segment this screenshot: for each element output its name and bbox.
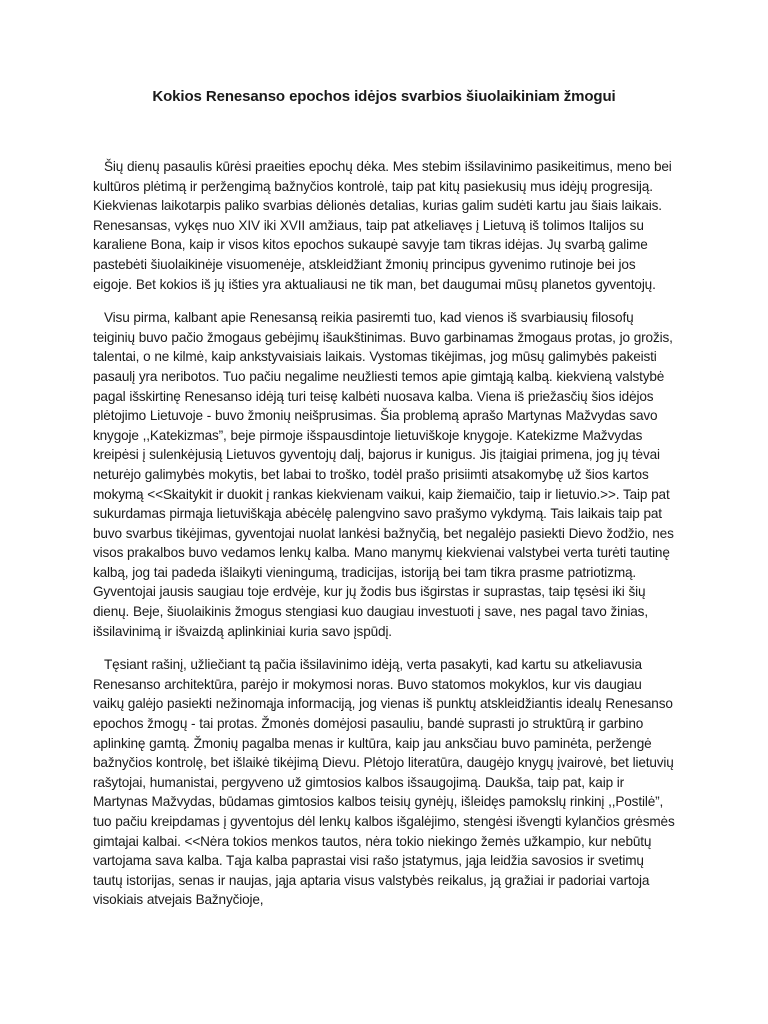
paragraph-3: Tęsiant rašinį, užliečiant tą pačia išsilavinimo idėją, verta pasakyti, kad kartu su atkeliavusia Renesanso architektūra, parėjo ir mokymosi noras. Buvo statomos mokyklos, kur vis daugiau vaikų galėjo pasiekti nežinomąja informaciją, jog vienas iš punktų atskleidžiantis idealų Renesanso epochos žmogų - tai protas. Žmonės domėjosi pasauliu, bandė suprasti jo struktūrą ir garbino aplinkinę gamtą. Žmonių pagalba menas ir kultūra, kaip jau anksčiau buvo paminėta, peržengė bažnyčios kontrolę, bet išlaikė tikėjimą Dievu. Plėtojo literatūra, daugėjo knygų įvairovė, bet lietuvių rašytojai, humanistai, pergyveno už gimtosios kalbos išsaugojimą. Daukša, taip pat, kaip ir Martynas Mažvydas, būdamas gimtosios kalbos teisių gynėjų, išleidęs pamokslų rinkinį ,,Postilė”, tuo pačiu kreipdamas į gyventojus dėl lenkų kalbos išgalėjimo, stengėsi išvengti kylančios grėsmės gimtajai kalbai. <<Nėra tokios menkos tautos, nėra tokio niekingo žemės užkampio, kur nebūtų vartojama sava kalba. Tąja kalba paprastai visi rašo įstatymus, jąja leidžia savosios ir svetimų tautų istorijas, senas ir naujas, jąja aptaria visus valstybės reikalus, ją gražiai ir padoriai vartoja visokiais atvejais Bažnyčioje, xyxy=(93,657,675,908)
paragraph-1: Šių dienų pasaulis kūrėsi praeities epochų dėka. Mes stebim išsilavinimo pasikeitimus, meno bei kultūros plėtimą ir peržengimą bažnyčios kontrolė, taip pat kitų pasiekusių mus idėjų progresiją. Kiekvienas laikotarpis palikо svarbias dėlionės detalias, kurias galim sudėti kartu jau šiais laikais. Renesansas, vykęs nuo XIV iki XVII amžiaus, taip pat atkeliavęs į Lietuvą iš tolimos Italijos su karaliene Bona, kaip ir visos kitos epochos sukaupė savyje tam tikras idėjas. Jų svarbą galime pastebėti šiuolaikinėje visuomenėje, atskleidžiant žmonių principus gyvenimo rutinoje bei jos eigoje. Bet kokios iš jų išties yra aktualiausi ne tik man, bet daugumai mūsų planetos gyventojų. xyxy=(93,159,672,292)
document-page xyxy=(93,88,675,924)
paragraph-2: Visu pirma, kalbant apie Renesansą reikia pasiremti tuo, kad vienos iš svarbiausių filosofų teiginių buvo pačio žmogaus gebėjimų išaukštinimas. Buvo garbinamas žmogaus protas, jo grožis, talentai, o ne kilmė, kaip ankstyvaisiais laikais. Vystomas tikėjimas, jog mūsų galimybės pakeisti pasaulį yra neribotos. Tuo pačiu negalime neužliesti temos apie gimtąją kalbą. kiekvieną valstybė pagal išskirtinę Renesanso idėją turi teisę kalbėti nuosava kalba. Viena iš priežasčių šios idėjos plėtojimo Lietuvoje - buvo žmonių neišprusimas. Šia problemą aprašo Martynas Mažvydas savo knygoje ,,Katekizmas”, beje pirmoje išspausdintoje lietuviškoje knygoje. Katekizme Mažvydas kreipėsi į sulenkėjusią Lietuvos gyventojų dalį, bajorus ir kunigus. Jis įtaigiai primena, jog jų tėvai neturėjo galimybės mokytis, bet labai to troško, todėl prašo prisiimti atsakomybę už šios kartos mokymą <<Skaitykit ir duokit į rankas kiekvienam vaikui, kaip žiemaičio, taip ir lietuvio.>>. Taip pat sukurdamas pirmąja lietuviškąja abėcėlę palengvino savo prašymo vykdymą. Tais laikais taip pat buvo svarbus tikėjimas, gyventojai nuolat lankėsi bažnyčią, bet negalėjo pasiekti Dievo žodžio, nes visos prakalbos buvo vedamos lenkų kalba. Mano manymų kiekvienai valstybei verta turėti tautinę kalbą, jog tai padeda išlaikyti vieningumą, tradicijas, istoriją bei tam tikra prasme patriotizmą. Gyventojai jausis saugiau toje erdvėje, kur jų žodis bus išgirstas ir suprastas, taip tęsėsi iki šių dienų. Beje, šiuolaikinis žmogus stengiasi kuo daugiau investuoti į save, nes pagal tavo žinias, išsilavinimą ir išvaizdą aplinkiniai kuria savo įspūdį. xyxy=(93,310,674,639)
document-title: Kokios Renesanso epochos idėjos svarbios šiuolaikiniam žmogui xyxy=(152,88,616,105)
